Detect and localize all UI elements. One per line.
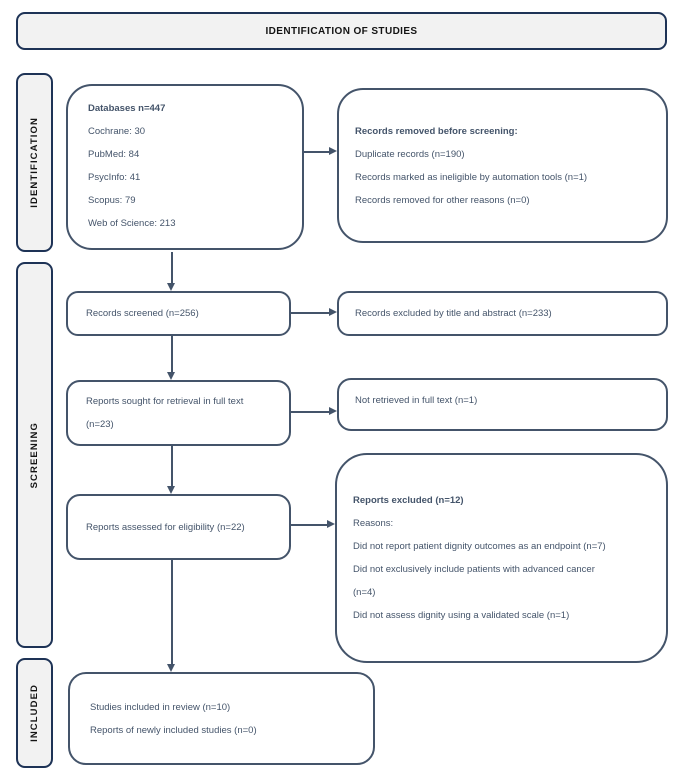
- reports-excluded-line: Did not report patient dignity outcomes as an endpoint (n=7): [353, 541, 606, 552]
- reports-sought-line: Reports sought for retrieval in full text: [86, 396, 244, 407]
- reports-excluded-line: Did not exclusively include patients with advanced cancer: [353, 564, 595, 575]
- stage-label-included: [16, 658, 53, 768]
- stage-label-screening: [16, 262, 53, 648]
- studies-included-line: Reports of newly included studies (n=0): [90, 724, 257, 736]
- reports-sought-box: [66, 380, 291, 446]
- arrow-assessed-to-included-head-icon: [167, 664, 175, 672]
- arrow-assessed-to-excluded-head-icon: [327, 520, 335, 528]
- stage-label-identification: [16, 73, 53, 252]
- arrow-screened-to-excluded-line: [291, 312, 329, 314]
- arrow-databases-to-screened-line: [171, 252, 173, 283]
- arrow-databases-to-screened-head-icon: [167, 283, 175, 291]
- arrow-screened-to-excluded-head-icon: [329, 308, 337, 316]
- arrow-screened-to-sought-head-icon: [167, 372, 175, 380]
- reports-sought-line: (n=23): [86, 419, 114, 430]
- arrow-sought-to-notretrieved-line: [291, 411, 329, 413]
- studies-included-line: Studies included in review (n=10): [90, 701, 231, 713]
- databases-line: PubMed: 84: [88, 149, 140, 160]
- arrow-sought-to-assessed-head-icon: [167, 486, 175, 494]
- studies-included-box: [68, 672, 375, 765]
- reports-assessed-box: [66, 494, 291, 560]
- arrow-screened-to-sought-line: [171, 336, 173, 372]
- records-removed-line: Records removed for other reasons (n=0): [355, 194, 530, 206]
- reports-excluded-title: Reports excluded (n=12): [353, 495, 464, 506]
- stage-label-screening-text: SCREENING: [29, 421, 40, 489]
- databases-line: Cochrane: 30: [88, 126, 146, 137]
- arrow-sought-to-assessed-line: [171, 446, 173, 486]
- arrow-assessed-to-excluded-line: [291, 524, 327, 526]
- arrow-assessed-to-included-line: [171, 560, 173, 664]
- arrow-databases-to-removed-head-icon: [329, 147, 337, 155]
- records-excluded-box: [337, 291, 668, 336]
- stage-label-identification-text: IDENTIFICATION: [29, 117, 40, 208]
- reports-excluded-line: Reasons:: [353, 518, 394, 529]
- databases-line: Web of Science: 213: [88, 218, 176, 229]
- reports-assessed-text: Reports assessed for eligibility (n=22): [86, 521, 245, 533]
- reports-excluded-box: [335, 453, 668, 663]
- records-removed-line: Duplicate records (n=190): [355, 148, 465, 160]
- diagram-title-banner: [16, 12, 667, 50]
- records-removed-box: [337, 88, 668, 243]
- records-removed-title: Records removed before screening:: [355, 125, 518, 137]
- diagram-title: IDENTIFICATION OF STUDIES: [265, 25, 418, 37]
- records-screened-text: Records screened (n=256): [86, 308, 199, 319]
- not-retrieved-text: Not retrieved in full text (n=1): [355, 395, 478, 406]
- databases-line: PsycInfo: 41: [88, 172, 141, 183]
- records-excluded-text: Records excluded by title and abstract (n=233): [355, 308, 552, 319]
- reports-excluded-line: Did not assess dignity using a validated scale (n=1): [353, 610, 570, 621]
- reports-excluded-line: (n=4): [353, 587, 376, 598]
- databases-line: Scopus: 79: [88, 195, 136, 206]
- databases-box: [66, 84, 304, 250]
- records-screened-box: [66, 291, 291, 336]
- not-retrieved-box: [337, 378, 668, 431]
- stage-label-included-text: INCLUDED: [29, 684, 40, 742]
- arrow-databases-to-removed-line: [304, 151, 329, 153]
- records-removed-line: Records marked as ineligible by automation tools (n=1): [355, 171, 588, 183]
- databases-title: Databases n=447: [88, 103, 166, 114]
- arrow-sought-to-notretrieved-head-icon: [329, 407, 337, 415]
